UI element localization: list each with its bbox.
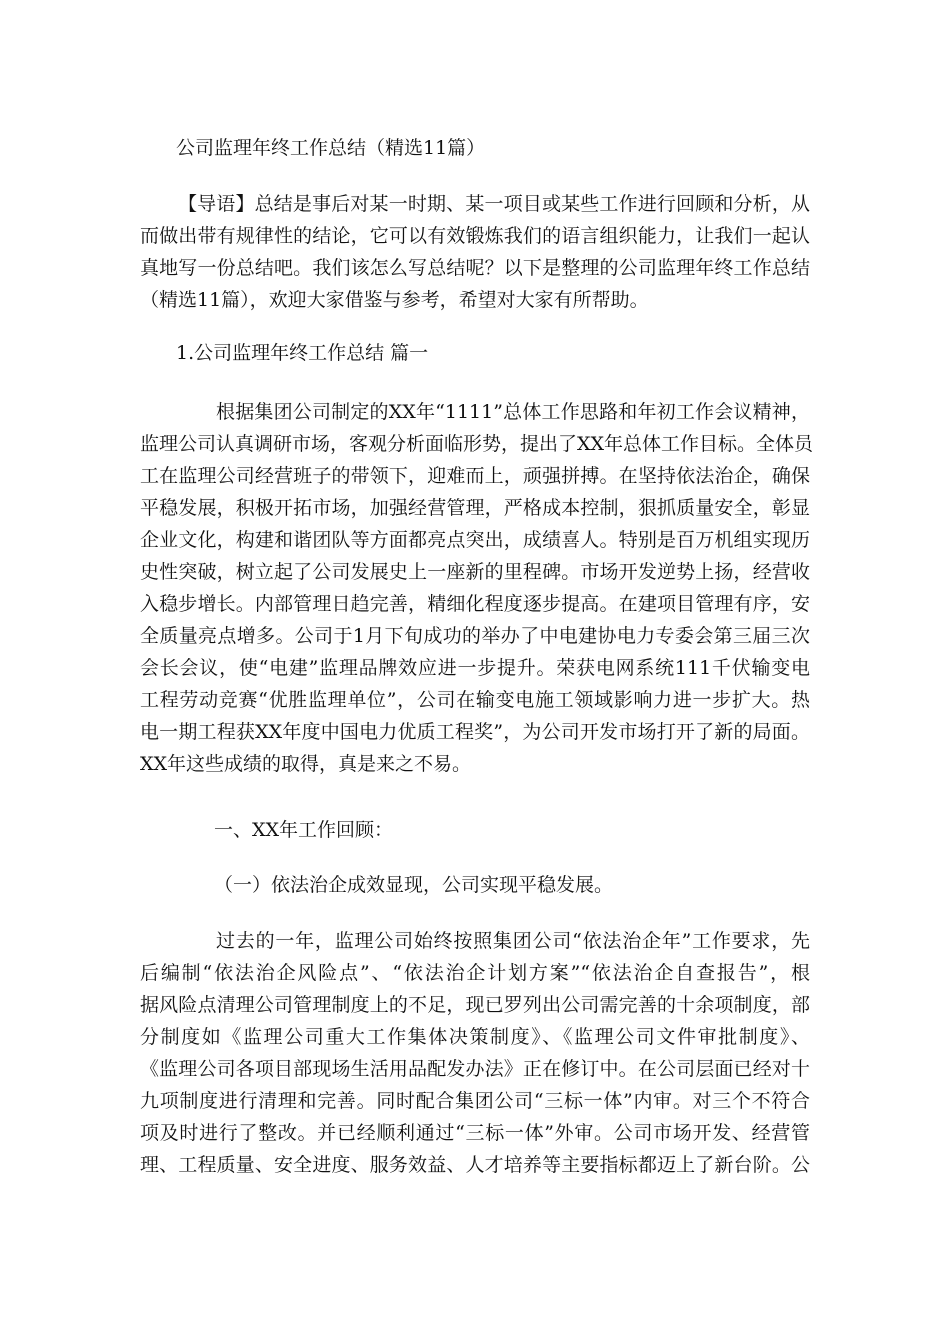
section-heading: 1.公司监理年终工作总结 篇一 <box>176 342 429 364</box>
paragraph-line: 理、工程质量、安全进度、服务效益、人才培养等主要指标都迈上了新台阶。公 <box>140 1154 810 1176</box>
intro-line: 真地写一份总结吧。我们该怎么写总结呢？以下是整理的公司监理年终工作总结 <box>140 257 810 279</box>
paragraph-line: 工在监理公司经营班子的带领下，迎难而上，顽强拼搏。在坚持依法治企，确保 <box>140 465 810 487</box>
body-paragraph-1 <box>140 396 814 780</box>
intro-line: 而做出带有规律性的结论，它可以有效锻炼我们的语言组织能力，让我们一起认 <box>140 225 810 247</box>
paragraph-line: 全质量亮点增多。公司于1月下旬成功的举办了中电建协电力专委会第三届三次 <box>140 625 810 647</box>
paragraph-line: 《监理公司各项目部现场生活用品配发办法》正在修订中。在公司层面已经对十 <box>140 1058 810 1080</box>
paragraph-line: XX年这些成绩的取得，真是来之不易。 <box>140 753 472 775</box>
intro-paragraph <box>140 188 810 316</box>
intro-line: （精选11篇），欢迎大家借鉴与参考，希望对大家有所帮助。 <box>140 289 649 311</box>
paragraph-line: 史性突破，树立起了公司发展史上一座新的里程碑。市场开发逆势上扬，经营收 <box>140 561 810 583</box>
paragraph-line: 入稳步增长。内部管理日趋完善，精细化程度逐步提高。在建项目管理有序，安 <box>140 593 810 615</box>
paragraph-line: 分制度如《监理公司重大工作集体决策制度》、《监理公司文件审批制度》、 <box>140 1026 810 1048</box>
paragraph-line: 根据集团公司制定的XX年“1111”总体工作思路和年初工作会议精神， <box>216 401 810 423</box>
paragraph-line: 项及时进行了整改。并已经顺利通过“三标一体”外审。公司市场开发、经营管 <box>140 1122 810 1144</box>
paragraph-line: 监理公司认真调研市场，客观分析面临形势，提出了XX年总体工作目标。全体员 <box>140 433 814 455</box>
paragraph-line: 九项制度进行清理和完善。同时配合集团公司“三标一体”内审。对三个不符合 <box>140 1090 810 1112</box>
paragraph-line: 工程劳动竞赛“优胜监理单位”，公司在输变电施工领域影响力进一步扩大。热 <box>140 689 810 711</box>
body-paragraph-2 <box>140 925 810 1181</box>
paragraph-line: 会长会议，使“电建”监理品牌效应进一步提升。荣获电网系统111千伏输变电 <box>140 657 810 679</box>
paragraph-line: 过去的一年，监理公司始终按照集团公司“依法治企年”工作要求，先 <box>216 930 810 952</box>
review-heading: 一、XX年工作回顾： <box>214 819 394 841</box>
paragraph-line: 电一期工程获XX年度中国电力优质工程奖”，为公司开发市场打开了新的局面。 <box>140 721 810 743</box>
document-title: 公司监理年终工作总结（精选11篇） <box>176 137 486 159</box>
paragraph-line: 据风险点清理公司管理制度上的不足，现已罗列出公司需完善的十余项制度，部 <box>140 994 810 1016</box>
paragraph-line: 平稳发展，积极开拓市场，加强经营管理，严格成本控制，狠抓质量安全，彰显 <box>140 497 810 519</box>
paragraph-line: 后编制“依法治企风险点”、“依法治企计划方案”“依法治企自查报告”，根 <box>140 962 810 984</box>
paragraph-line: 企业文化，构建和谐团队等方面都亮点突出，成绩喜人。特别是百万机组实现历 <box>140 529 810 551</box>
intro-line: 【导语】总结是事后对某一时期、某一项目或某些工作进行回顾和分析，从 <box>178 193 810 215</box>
subsection-heading: （一）依法治企成效显现，公司实现平稳发展。 <box>214 874 614 896</box>
